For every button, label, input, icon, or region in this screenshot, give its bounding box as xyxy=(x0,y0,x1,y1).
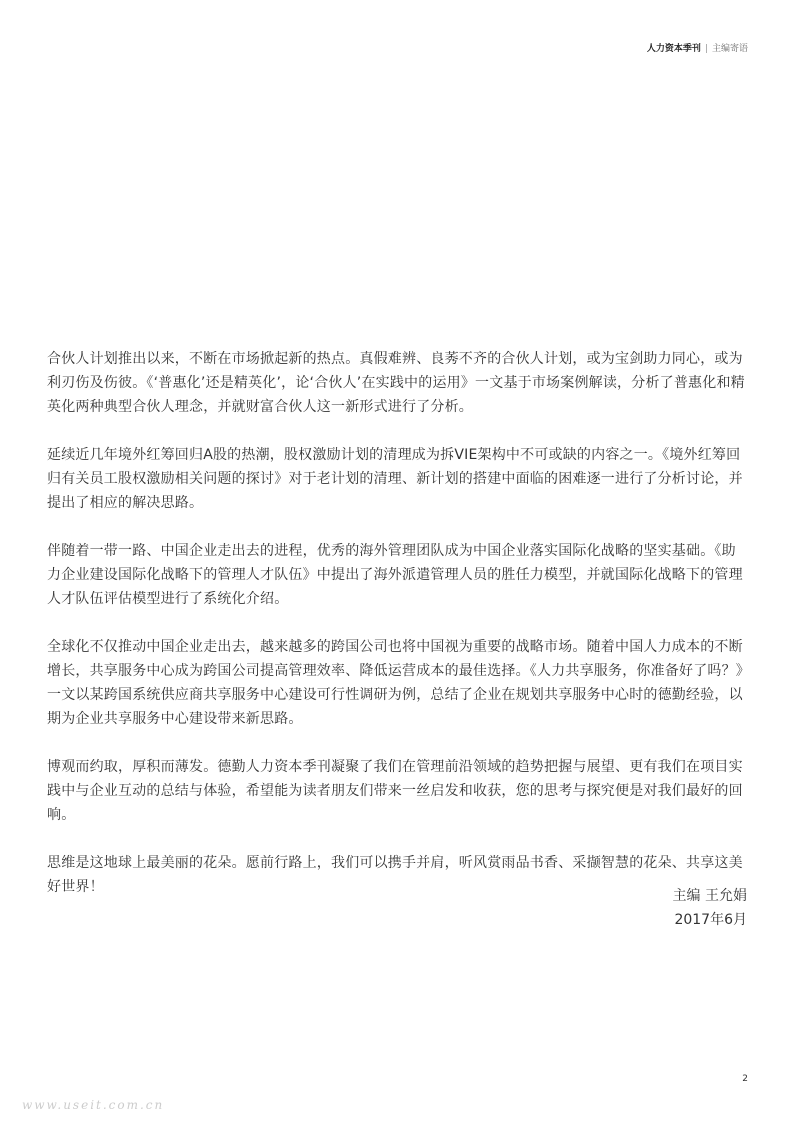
editorial-body xyxy=(47,347,747,899)
paragraph: 伴随着一带一路、中国企业走出去的进程，优秀的海外管理团队成为中国企业落实国际化战略的坚实基础。《助力企业建设国际化战略下的管理人才队伍》中提出了海外派遣管理人员的胜任力模型，并就国际化战略下的管理人才队伍评估模型进行了系统化介绍。 xyxy=(47,543,743,607)
paragraph: 延续近几年境外红筹回归A股的热潮，股权激励计划的清理成为拆VIE架构中不可或缺的内容之一。《境外红筹回归有关员工股权激励相关问题的探讨》对于老计划的清理、新计划的搭建中面临的困难逐一进行了分析讨论，并提出了相应的解决思路。 xyxy=(47,447,743,511)
publication-title: 人力资本季刊 xyxy=(646,44,701,54)
page-number: 2 xyxy=(742,1074,748,1084)
signature-block xyxy=(673,884,747,932)
section-title: 主编寄语 xyxy=(711,44,748,54)
watermark: www.useit.com.cn xyxy=(22,1098,165,1112)
paragraph: 思维是这地球上最美丽的花朵。愿前行路上，我们可以携手并肩，听风赏雨品书香、采撷智慧的花朵、共享这美好世界！ xyxy=(47,855,743,895)
signature-date: 2017年6月 xyxy=(674,912,747,928)
running-header xyxy=(647,43,748,55)
paragraph: 全球化不仅推动中国企业走出去，越来越多的跨国公司也将中国视为重要的战略市场。随着中国人力成本的不断增长，共享服务中心成为跨国公司提高管理效率、降低运营成本的最佳选择。《人力共享服务，你准备好了吗？》一文以某跨国系统供应商共享服务中心建设可行性调研为例，总结了企业在规划共享服务中心时的德勤经验，以期为企业共享服务中心建设带来新思路。 xyxy=(47,639,743,727)
paragraph: 合伙人计划推出以来，不断在市场掀起新的热点。真假难辨、良莠不齐的合伙人计划，或为宝剑助力同心，或为利刃伤及伤彼。《‘普惠化’还是精英化’，论‘合伙人’在实践中的运用》一文基于市场案例解读，分析了普惠化和精英化两种典型合伙人理念，并就财富合伙人这一新形式进行了分析。 xyxy=(47,351,745,415)
paragraph: 博观而约取，厚积而薄发。德勤人力资本季刊凝聚了我们在管理前沿领域的趋势把握与展望、更有我们在项目实践中与企业互动的总结与体验，希望能为读者朋友们带来一丝启发和收获，您的思考与探究便是对我们最好的回响。 xyxy=(47,759,743,823)
header-separator: | xyxy=(704,44,708,54)
editor-name: 主编 王允娟 xyxy=(672,888,747,904)
